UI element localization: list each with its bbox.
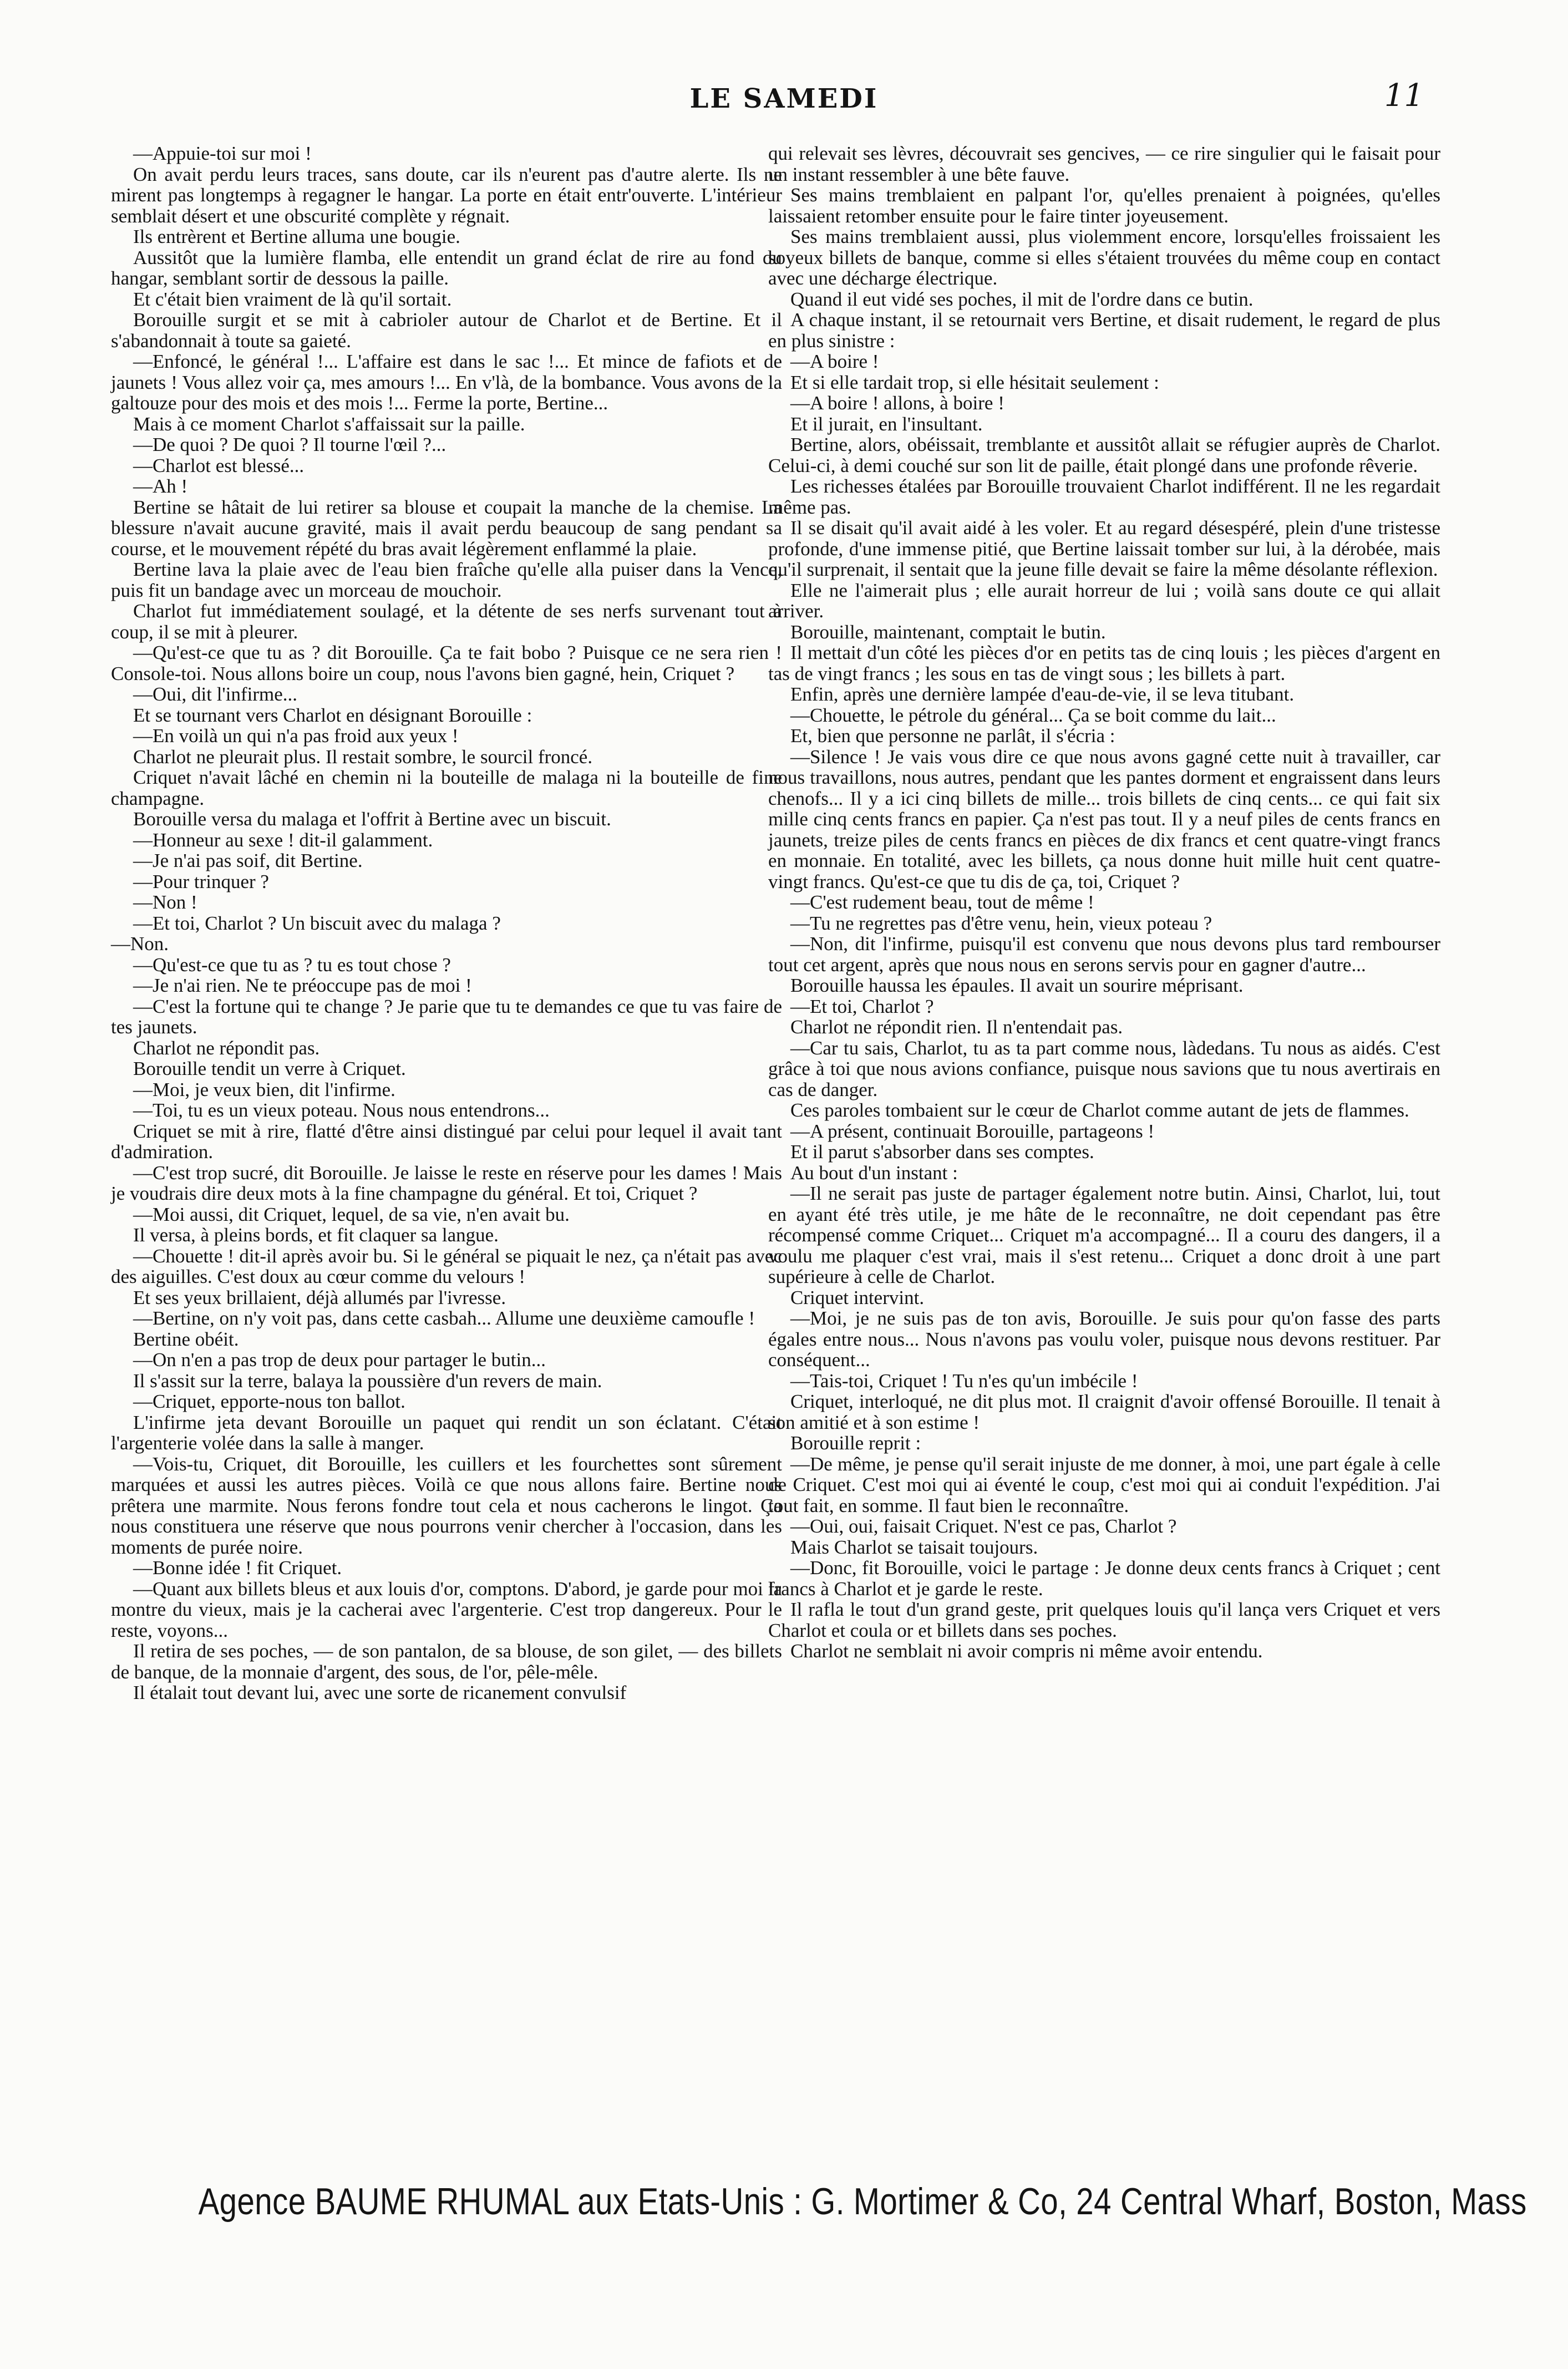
paragraph: —A présent, continuait Borouille, partageons ! [790,1120,1155,1142]
paragraph: —Appuie-toi sur moi ! [133,143,312,164]
paragraph: —Et toi, Charlot ? [790,995,934,1017]
paragraph: Charlot ne semblait ni avoir compris ni même avoir entendu. [790,1640,1263,1662]
paragraph: Les richesses étalées par Borouille trouvaient Charlot indifférent. Il ne les regardait même pas. [768,475,1440,518]
paragraph: On avait perdu leurs traces, sans doute, car ils n'eurent pas d'autre alerte. Ils ne mirent pas longtemps à regagner le hangar. La porte en était entr'ouverte. L'intérieur semblait désert et une obscurité complète y régnait. [111,163,782,227]
paragraph: Borouille, maintenant, comptait le butin. [790,621,1106,643]
paragraph: Bertine, alors, obéissait, tremblante et aussitôt allait se réfugier auprès de Charlot. Celui-ci, à demi couché sur son lit de paille, était plongé dans une profonde rêverie. [768,434,1440,476]
paragraph: Il s'assit sur la terre, balaya la poussière d'un revers de main. [133,1369,602,1392]
paragraph: Borouille versa du malaga et l'offrit à Bertine avec un biscuit. [133,808,611,830]
paragraph: —Je n'ai rien. Ne te préoccupe pas de moi ! [133,975,472,996]
paragraph: Bertine obéit. [133,1328,239,1350]
paragraph: Ses mains tremblaient aussi, plus violemment encore, lorsqu'elles froissaient les soyeux billets de banque, comme si elles s'étaient trouvées du même coup en contact avec une décharge électrique. [768,226,1440,289]
paragraph: Elle ne l'aimerait plus ; elle aurait horreur de lui ; voilà sans doute ce qui allait arriver. [768,579,1440,622]
paragraph: —C'est trop sucré, dit Borouille. Je laisse le reste en réserve pour les dames ! Mais je voudrais dire deux mots à la fine champagne du général. Et toi, Criquet ? [111,1161,782,1204]
page-header-title: LE SAMEDI [689,83,879,114]
paragraph: —Charlot est blessé... [133,454,305,476]
paragraph: Il versa, à pleins bords, et fit claquer sa langue. [133,1224,499,1246]
paragraph: Charlot ne répondit pas. [133,1037,320,1059]
paragraph: qui relevait ses lèvres, découvrait ses gencives, — ce rire singulier qui le faisait pour un instant ressembler à une bête fauve. [768,143,1440,185]
paragraph: —En voilà un qui n'a pas froid aux yeux ! [133,725,459,747]
paragraph: Quand il eut vidé ses poches, il mit de l'ordre dans ce butin. [790,288,1254,310]
paragraph: Borouille reprit : [790,1432,921,1454]
paragraph: —Non. [111,933,169,955]
paragraph: —Et toi, Charlot ? Un biscuit avec du malaga ? [133,912,501,934]
paragraph: Et ses yeux brillaient, déjà allumés par l'ivresse. [133,1286,506,1308]
paragraph: Enfin, après une dernière lampée d'eau-de-vie, il se leva titubant. [790,683,1295,705]
paragraph: Criquet intervint. [790,1286,925,1308]
paragraph: —Oui, oui, faisait Criquet. N'est ce pas, Charlot ? [790,1515,1177,1537]
paragraph: A chaque instant, il se retournait vers Bertine, et disait rudement, le regard de plus en plus sinistre : [768,309,1440,352]
paragraph: —Toi, tu es un vieux poteau. Nous nous entendrons... [133,1099,550,1121]
paragraph: Et, bien que personne ne parlât, il s'écria : [790,725,1115,747]
paragraph: —Qu'est-ce que tu as ? dit Borouille. Ça te fait bobo ? Puisque ce ne sera rien ! Console-toi. Nous allons boire un coup, nous l'avons bien gagné, hein, Criquet ? [111,642,782,684]
paragraph: Il étalait tout devant lui, avec une sorte de ricanement convulsif [133,1682,627,1703]
paragraph: Criquet, interloqué, ne dit plus mot. Il craignit d'avoir offensé Borouille. Il tenait à son amitié et à son estime ! [768,1391,1440,1433]
right-text-column [768,143,1440,1662]
paragraph: —Criquet, epporte-nous ton ballot. [133,1391,405,1412]
paragraph: —Donc, fit Borouille, voici le partage : Je donne deux cents francs à Criquet ; cent francs à Charlot et je garde le reste. [768,1557,1440,1600]
paragraph: —Oui, dit l'infirme... [133,683,297,705]
paragraph: Et si elle tardait trop, si elle hésitait seulement : [790,371,1159,393]
paragraph: Mais Charlot se taisait toujours. [790,1536,1038,1558]
paragraph: Bertine lava la plaie avec de l'eau bien fraîche qu'elle alla puiser dans la Vence, puis fit un bandage avec un morceau de mouchoir. [111,559,782,601]
paragraph: Criquet se mit à rire, flatté d'être ainsi distingué par celui pour lequel il avait tant d'admiration. [111,1120,782,1163]
paragraph: —Moi aussi, dit Criquet, lequel, de sa vie, n'en avait bu. [133,1203,570,1225]
paragraph: Et il parut s'absorber dans ses comptes. [790,1141,1094,1163]
paragraph: —C'est la fortune qui te change ? Je parie que tu te demandes ce que tu vas faire de tes jaunets. [111,995,782,1038]
paragraph: —Bertine, on n'y voit pas, dans cette casbah... Allume une deuxième camoufle ! [133,1307,755,1329]
paragraph: Mais à ce moment Charlot s'affaissait sur la paille. [133,413,525,435]
paragraph: Et se tournant vers Charlot en désignant Borouille : [133,704,532,726]
paragraph: Il rafla le tout d'un grand geste, prit quelques louis qu'il lança vers Criquet et vers Charlot et coula or et billets dans ses poches. [768,1599,1440,1641]
paragraph: —Chouette, le pétrole du général... Ça se boit comme du lait... [790,704,1276,726]
paragraph: Il mettait d'un côté les pièces d'or en petits tas de cinq louis ; les pièces d'argent en tas de vingt francs ; les sous en tas de vingt sous ; les billets à part. [768,642,1440,684]
paragraph: —Pour trinquer ? [133,870,269,892]
paragraph: Il retira de ses poches, — de son pantalon, de sa blouse, de son gilet, — des billets de banque, de la monnaie d'argent, des sous, de l'or, pêle-mêle. [111,1640,782,1683]
paragraph: Ses mains tremblaient en palpant l'or, qu'elles prenaient à poignées, qu'elles laissaient retomber ensuite pour le faire tinter joyeusement. [768,184,1440,227]
paragraph: Borouille surgit et se mit à cabrioler autour de Charlot et de Bertine. Et il s'abandonnait à toute sa gaieté. [111,309,782,352]
paragraph: Charlot ne pleurait plus. Il restait sombre, le sourcil froncé. [133,745,593,768]
page-number: 11 [1384,78,1424,114]
paragraph: —Silence ! Je vais vous dire ce que nous avons gagné cette nuit à travailler, car nous travaillons, nous autres, pendant que les pantes dorment et engraissent dans leurs chenofs... Il y a ici cinq billets de mille... trois billets de cinq cents... ce qui fait six mille cinq cents francs en papier. Ça n'est pas tout. Il y a neuf piles de cents francs en jaunets, treize piles de cents francs en pièces de dix francs et cent quatre-vingt francs en monnaie. En totalité, avec les billets, ça nous donne huit mille huit cent quatre-vingt francs. Qu'est-ce que tu dis de ça, toi, Criquet ? [768,745,1440,892]
paragraph: Ces paroles tombaient sur le cœur de Charlot comme autant de jets de flammes. [790,1099,1409,1121]
paragraph: —A boire ! allons, à boire ! [790,392,1004,414]
paragraph: —Chouette ! dit-il après avoir bu. Si le général se piquait le nez, ça n'était pas avec des aiguilles. C'est doux au cœur comme du velours ! [111,1245,782,1287]
paragraph: L'infirme jeta devant Borouille un paquet qui rendit un son éclatant. C'était l'argenterie volée dans la salle à manger. [111,1411,782,1454]
paragraph: —Tais-toi, Criquet ! Tu n'es qu'un imbécile ! [790,1369,1138,1392]
paragraph: Bertine se hâtait de lui retirer sa blouse et coupait la manche de la chemise. La blessure n'avait aucune gravité, mais il avait perdu beaucoup de sang pendant sa course, et le mouvement répété du bras avait légèrement enflammé la plaie. [111,496,782,560]
paragraph: —Qu'est-ce que tu as ? tu es tout chose ? [133,953,451,976]
paragraph: Et c'était bien vraiment de là qu'il sortait. [133,288,452,310]
paragraph: —Vois-tu, Criquet, dit Borouille, les cuillers et les fourchettes sont sûrement marquées et aussi les autres pièces. Voilà ce que nous allons faire. Bertine nous prêtera une marmite. Nous ferons fondre tout cela et nous cacherons le lingot. Ça nous constituera une réserve que nous pourrons venir chercher à l'occasion, dans les moments de purée noire. [111,1453,782,1558]
paragraph: —Honneur au sexe ! dit-il galamment. [133,829,433,851]
paragraph: —De quoi ? De quoi ? Il tourne l'œil ?... [133,434,446,455]
paragraph: —On n'en a pas trop de deux pour partager le butin... [133,1349,546,1371]
paragraph: —Quant aux billets bleus et aux louis d'or, comptons. D'abord, je garde pour moi la montre du vieux, mais je la cacherai avec l'argenterie. C'est trop dangereux. Pour le reste, voyons... [111,1577,782,1641]
paragraph: —A boire ! [790,351,879,372]
paragraph: —Ah ! [133,475,188,497]
paragraph: Criquet n'avait lâché en chemin ni la bouteille de malaga ni la bouteille de fine champagne. [111,767,782,809]
paragraph: —De même, je pense qu'il serait injuste de me donner, à moi, une part égale à celle de Criquet. C'est moi qui ai éventé le coup, c'est moi qui ai conduit l'expédition. J'ai tout fait, en somme. Il faut bien le reconnaître. [768,1453,1440,1516]
paragraph: Charlot ne répondit rien. Il n'entendait pas. [790,1016,1123,1038]
paragraph: Borouille tendit un verre à Criquet. [133,1058,406,1079]
paragraph: —Non, dit l'infirme, puisqu'il est convenu que nous devons plus tard rembourser tout cet argent, après que nous nous en serons servis pour en gagner d'autre... [768,933,1440,976]
paragraph: Il se disait qu'il avait aidé à les voler. Et au regard désespéré, plein d'une tristesse profonde, d'une immense pitié, que Bertine laissait tomber sur lui, à la dérobée, mais qu'il surprenait, il sentait que la jeune fille devait se faire la même désolante réflexion. [768,517,1440,580]
paragraph: Au bout d'un instant : [790,1161,958,1184]
paragraph: —Tu ne regrettes pas d'être venu, hein, vieux poteau ? [790,912,1212,934]
paragraph: Aussitôt que la lumière flamba, elle entendit un grand éclat de rire au fond du hangar, semblant sortir de dessous la paille. [111,246,782,289]
paragraph: Borouille haussa les épaules. Il avait un sourire méprisant. [790,975,1244,996]
advertisement-footer: Agence BAUME RHUMAL aux Etats-Unis : G. Mortimer & Co, 24 Central Wharf, Boston, Mass [198,2180,1527,2223]
paragraph: —Il ne serait pas juste de partager également notre butin. Ainsi, Charlot, lui, tout en ayant été très utile, je me hâte de le reconnaître, ne doit cependant pas être récompensé comme Criquet... Criquet m'a accompagné... Il a couru des dangers, il a voulu me plaquer c'est vrai, mais il s'est retenu... Criquet a donc droit à une part supérieure à celle de Charlot. [768,1183,1440,1287]
paragraph: —Je n'ai pas soif, dit Bertine. [133,850,363,871]
left-text-column [111,143,782,1703]
paragraph: —C'est rudement beau, tout de même ! [790,891,1094,913]
paragraph: Charlot fut immédiatement soulagé, et la détente de ses nerfs survenant tout à coup, il se mit à pleurer. [111,600,782,643]
paragraph: Et il jurait, en l'insultant. [790,413,983,435]
paragraph: —Moi, je ne suis pas de ton avis, Borouille. Je suis pour qu'on fasse des parts égales entre nous... Nous n'avons pas voulu voler, puisque nous devons restituer. Par conséquent... [768,1307,1440,1371]
paragraph: —Moi, je veux bien, dit l'infirme. [133,1078,395,1100]
paragraph: —Non ! [133,891,197,913]
paragraph: Ils entrèrent et Bertine alluma une bougie. [133,226,460,247]
paragraph: —Car tu sais, Charlot, tu as ta part comme nous, làdedans. Tu nous as aidés. C'est grâce à toi que nous avions confiance, puisque nous savions que tu nous avertirais en cas de danger. [768,1037,1440,1100]
paragraph: —Bonne idée ! fit Criquet. [133,1557,342,1579]
paragraph: —Enfoncé, le général !... L'affaire est dans le sac !... Et mince de fafiots et de jaunets ! Vous allez voir ça, mes amours !... En v'là, de la bombance. Vous avons de la galtouze pour des mois et des mois !... Ferme la porte, Bertine... [111,351,782,414]
